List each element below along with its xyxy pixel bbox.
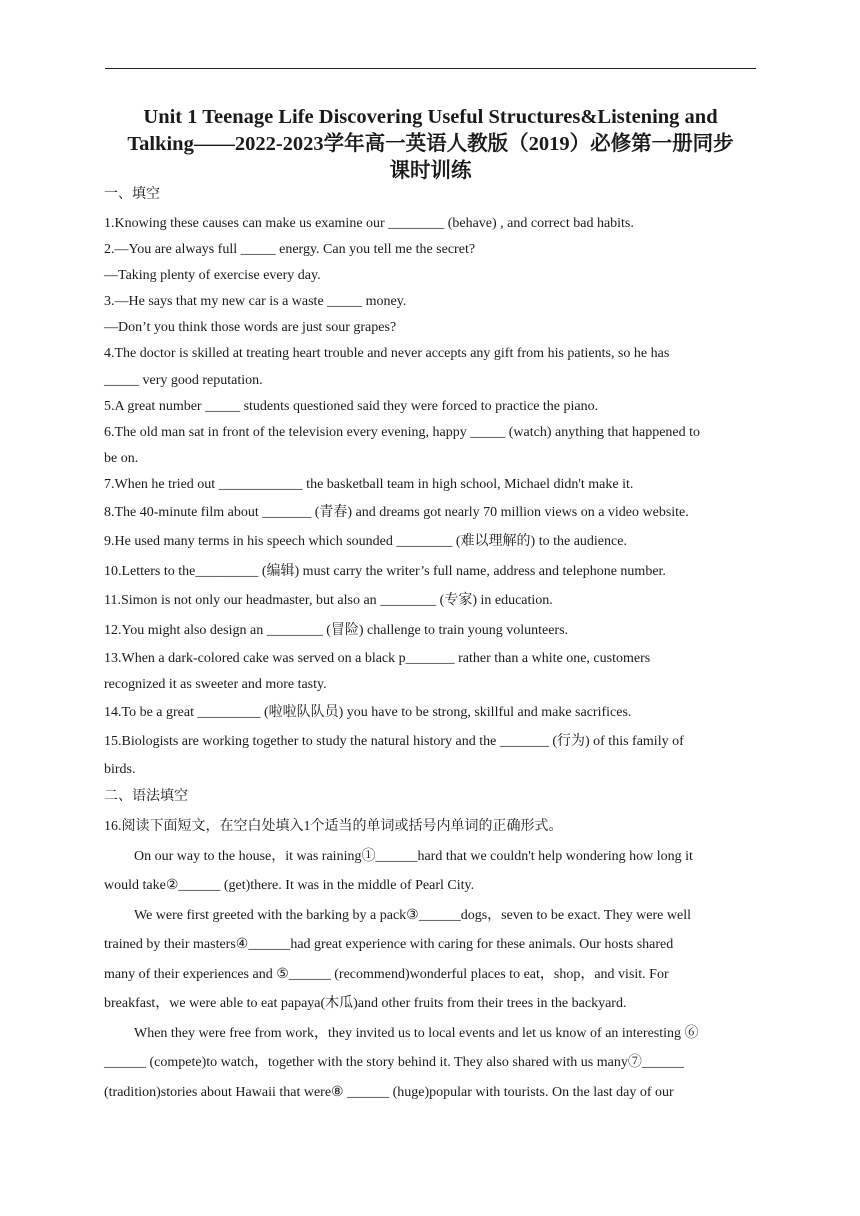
question-13-continued: recognized it as sweeter and more tasty. <box>104 677 327 692</box>
question-8: 8.The 40-minute film about _______ (青春) and dreams got nearly 70 million views on a video website. <box>104 505 689 520</box>
passage-paragraph-2-line-3: many of their experiences and ⑤______ (recommend)wonderful places to eat，shop，and visit. For <box>104 967 669 982</box>
question-15-continued: birds. <box>104 762 136 777</box>
question-6: 6.The old man sat in front of the television every evening, happy _____ (watch) anything that happened to <box>104 425 701 440</box>
question-5: 5.A great number _____ students questioned said they were forced to practice the piano. <box>104 399 599 414</box>
question-15: 15.Biologists are working together to study the natural history and the _______ (行为) of this family of <box>104 734 684 749</box>
question-7: 7.When he tried out ____________ the basketball team in high school, Michael didn't make it. <box>104 477 634 492</box>
passage-paragraph-2-line-1: We were first greeted with the barking by a pack③______dogs，seven to be exact. They were well <box>134 908 691 923</box>
question-6-continued: be on. <box>104 451 139 466</box>
question-4: 4.The doctor is skilled at treating heart trouble and never accepts any gift from his patients, so he has <box>104 346 670 361</box>
passage-paragraph-3-line-3: (tradition)stories about Hawaii that were⑧ ______ (huge)popular with tourists. On the last day of our <box>104 1085 674 1100</box>
question-10: 10.Letters to the_________ (编辑) must carry the writer’s full name, address and telephone number. <box>104 564 666 579</box>
title-line-3: 课时训练 <box>389 160 472 182</box>
question-2-answer: —Taking plenty of exercise every day. <box>104 268 321 283</box>
section-heading-grammar-fill: 二、语法填空 <box>104 789 188 804</box>
question-3: 3.—He says that my new car is a waste _____ money. <box>104 294 407 309</box>
passage-paragraph-3-line-2: ______ (compete)to watch，together with the story behind it. They also shared with us many⑦______ <box>104 1055 684 1070</box>
question-14: 14.To be a great _________ (啦啦队队员) you have to be strong, skillful and make sacrifices. <box>104 705 632 720</box>
passage-paragraph-1-line-1: On our way to the house，it was raining①______hard that we couldn't help wondering how long it <box>134 849 693 864</box>
question-1: 1.Knowing these causes can make us examine our ________ (behave) , and correct bad habits. <box>104 216 634 231</box>
question-2: 2.—You are always full _____ energy. Can you tell me the secret? <box>104 242 476 257</box>
passage-paragraph-2-line-2: trained by their masters④______had great experience with caring for these animals. Our hosts shared <box>104 937 674 952</box>
passage-paragraph-2-line-4: breakfast，we were able to eat papaya(木瓜)and other fruits from their trees in the backyard. <box>104 996 627 1011</box>
header-rule <box>105 68 756 69</box>
question-16-instructions: 16.阅读下面短文，在空白处填入1个适当的单词或括号内单词的正确形式。 <box>104 819 563 834</box>
passage-paragraph-3-line-1: When they were free from work，they invited us to local events and let us know of an interesting ⑥ <box>134 1026 699 1041</box>
question-4-continued: _____ very good reputation. <box>104 373 263 388</box>
title-line-2: Talking——2022-2023学年高一英语人教版（2019）必修第一册同步 <box>127 133 734 155</box>
question-3-answer: —Don’t you think those words are just sour grapes? <box>104 320 397 335</box>
question-11: 11.Simon is not only our headmaster, but also an ________ (专家) in education. <box>104 593 553 608</box>
passage-paragraph-1-line-2: would take②______ (get)there. It was in the middle of Pearl City. <box>104 878 475 893</box>
question-9: 9.He used many terms in his speech which sounded ________ (难以理解的) to the audience. <box>104 534 627 549</box>
page-title <box>105 104 756 185</box>
title-line-1: Unit 1 Teenage Life Discovering Useful Structures&Listening and <box>143 106 718 128</box>
question-13: 13.When a dark-colored cake was served on a black p_______ rather than a white one, customers <box>104 651 651 666</box>
question-12: 12.You might also design an ________ (冒险) challenge to train young volunteers. <box>104 623 569 638</box>
section-heading-fill-blank: 一、填空 <box>104 187 160 202</box>
